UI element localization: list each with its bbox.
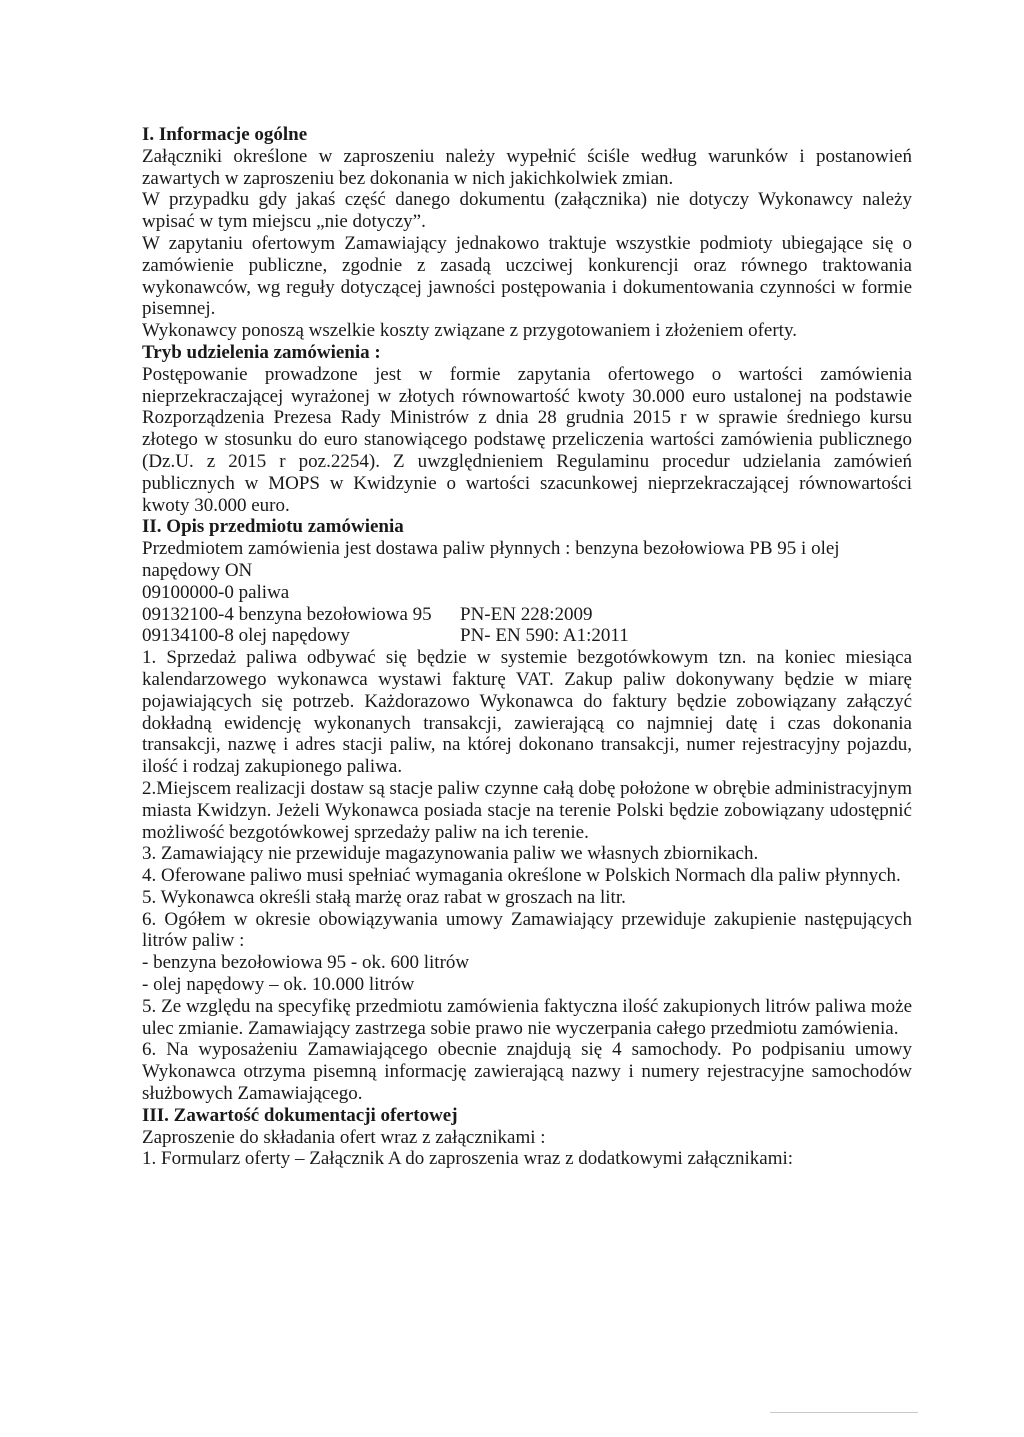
section-2-heading: II. Opis przedmiotu zamówienia (142, 516, 404, 538)
s3-paragraph-1: Zaproszenie do składania ofert wraz z załącznikami : (142, 1126, 546, 1148)
section-3-heading: III. Zawartość dokumentacji ofertowej (142, 1104, 458, 1126)
s2-item-6: 6. Ogółem w okresie obowiązywania umowy Zamawiający przewiduje zakupienie następujących litrów paliw : (142, 908, 912, 952)
s2-list-item-2: - olej napędowy – ok. 10.000 litrów (142, 974, 415, 996)
s3-paragraph-2: 1. Formularz oferty – Załącznik A do zaproszenia wraz z dodatkowymi załącznikami: (142, 1148, 794, 1170)
cpv-main: 09100000-0 paliwa (142, 581, 290, 603)
s2-item-2: 2.Miejscem realizacji dostaw są stacje paliw czynne całą dobę położone w obrębie administracyjnym miasta Kwidzyn. Jeżeli Wykonawca posiada stacje na terenie Polski będzie zobowiązany udostępnić możliwość bezgotówkowej sprzedaży paliw na ich terenie. (142, 777, 912, 843)
s2-intro: Przedmiotem zamówienia jest dostawa paliw płynnych : benzyna bezołowiowa PB 95 i olej napędowy ON (142, 538, 840, 581)
cpv-code: 09134100-8 olej napędowy (142, 625, 350, 647)
scan-artifact-line (770, 1412, 918, 1413)
s1-paragraph-1: Załączniki określone w zaproszeniu należy wypełnić ściśle według warunków i postanowień zawartych w zaproszeniu bez dokonania w nich jakichkolwiek zmian. (142, 145, 912, 189)
s1-paragraph-5: Postępowanie prowadzone jest w formie zapytania ofertowego o wartości zamówienia nieprzekraczającej wyrażonej w złotych równowartość kwoty 30.000 euro ustalonej na podstawie Rozporządzenia Prezesa Rady Ministrów z dnia 28 grudnia 2015 r w sprawie średniego kursu złotego w stosunku do euro stanowiącego podstawę przeliczenia wartości zamówienia publicznego (Dz.U. z 2015 r poz.2254). Z uwzględnieniem Regulaminu procedur udzielania zamówień publicznych w MOPS w Kwidzynie o wartości szacunkowej nieprzekraczającej równowartości kwoty 30.000 euro. (142, 363, 912, 516)
section-1-heading: I. Informacje ogólne (142, 124, 308, 145)
tryb-heading: Tryb udzielenia zamówienia : (142, 341, 381, 363)
s2-item-3: 3. Zamawiający nie przewiduje magazynowania paliw we własnych zbiornikach. (142, 843, 759, 865)
s2-item-8: 6. Na wyposażeniu Zamawiającego obecnie znajdują się 4 samochody. Po podpisaniu umowy Wykonawca otrzyma pisemną informację zawierającą nazwy i numery rejestracyjne samochodów służbowych Zamawiającego. (142, 1039, 912, 1105)
cpv-norm: PN- EN 590: A1:2011 (460, 625, 629, 647)
cpv-norm: PN-EN 228:2009 (460, 603, 593, 625)
s1-paragraph-3: W zapytaniu ofertowym Zamawiający jednakowo traktuje wszystkie podmioty ubiegające się o zamówienie publiczne, zgodnie z zasadą uczciwej konkurencji oraz równego traktowania wykonawców, wg reguły dotyczącej jawności postępowania i dokumentowania czynności w formie pisemnej. (142, 232, 912, 320)
document-page (142, 124, 912, 1170)
s1-paragraph-4: Wykonawcy ponoszą wszelkie koszty związane z przygotowaniem i złożeniem oferty. (142, 320, 797, 342)
s2-list-item-1: - benzyna bezołowiowa 95 - ok. 600 litrów (142, 952, 470, 974)
s2-item-1: 1. Sprzedaż paliwa odbywać się będzie w systemie bezgotówkowym tzn. na koniec miesiąca kalendarzowego wykonawca wystawi fakturę VAT. Zakup paliw dokonywany będzie w miarę pojawiających się potrzeb. Każdorazowo Wykonawca do faktury będzie zobowiązany załączyć dokładną ewidencję wykonanych transakcji, zawierającą co najmniej datę i czas dokonania transakcji, nazwę i adres stacji paliw, na której dokonano transakcji, numer rejestracyjny pojazdu, ilość i rodzaj zakupionego paliwa. (142, 647, 912, 778)
s1-paragraph-2: W przypadku gdy jakaś część danego dokumentu (załącznika) nie dotyczy Wykonawcy należy wpisać w tym miejscu „nie dotyczy”. (142, 189, 912, 233)
s2-item-5: 5. Wykonawca określi stałą marżę oraz rabat w groszach na litr. (142, 886, 626, 908)
s2-item-4: 4. Oferowane paliwo musi spełniać wymagania określone w Polskich Normach dla paliw płynnych. (142, 865, 901, 887)
s2-item-7: 5. Ze względu na specyfikę przedmiotu zamówienia faktyczna ilość zakupionych litrów paliwa może ulec zmianie. Zamawiający zastrzega sobie prawo nie wyczerpania całego przedmiotu zamówienia. (142, 995, 912, 1039)
cpv-row (142, 625, 912, 647)
cpv-code: 09132100-4 benzyna bezołowiowa 95 (142, 603, 432, 625)
cpv-row (142, 604, 912, 626)
